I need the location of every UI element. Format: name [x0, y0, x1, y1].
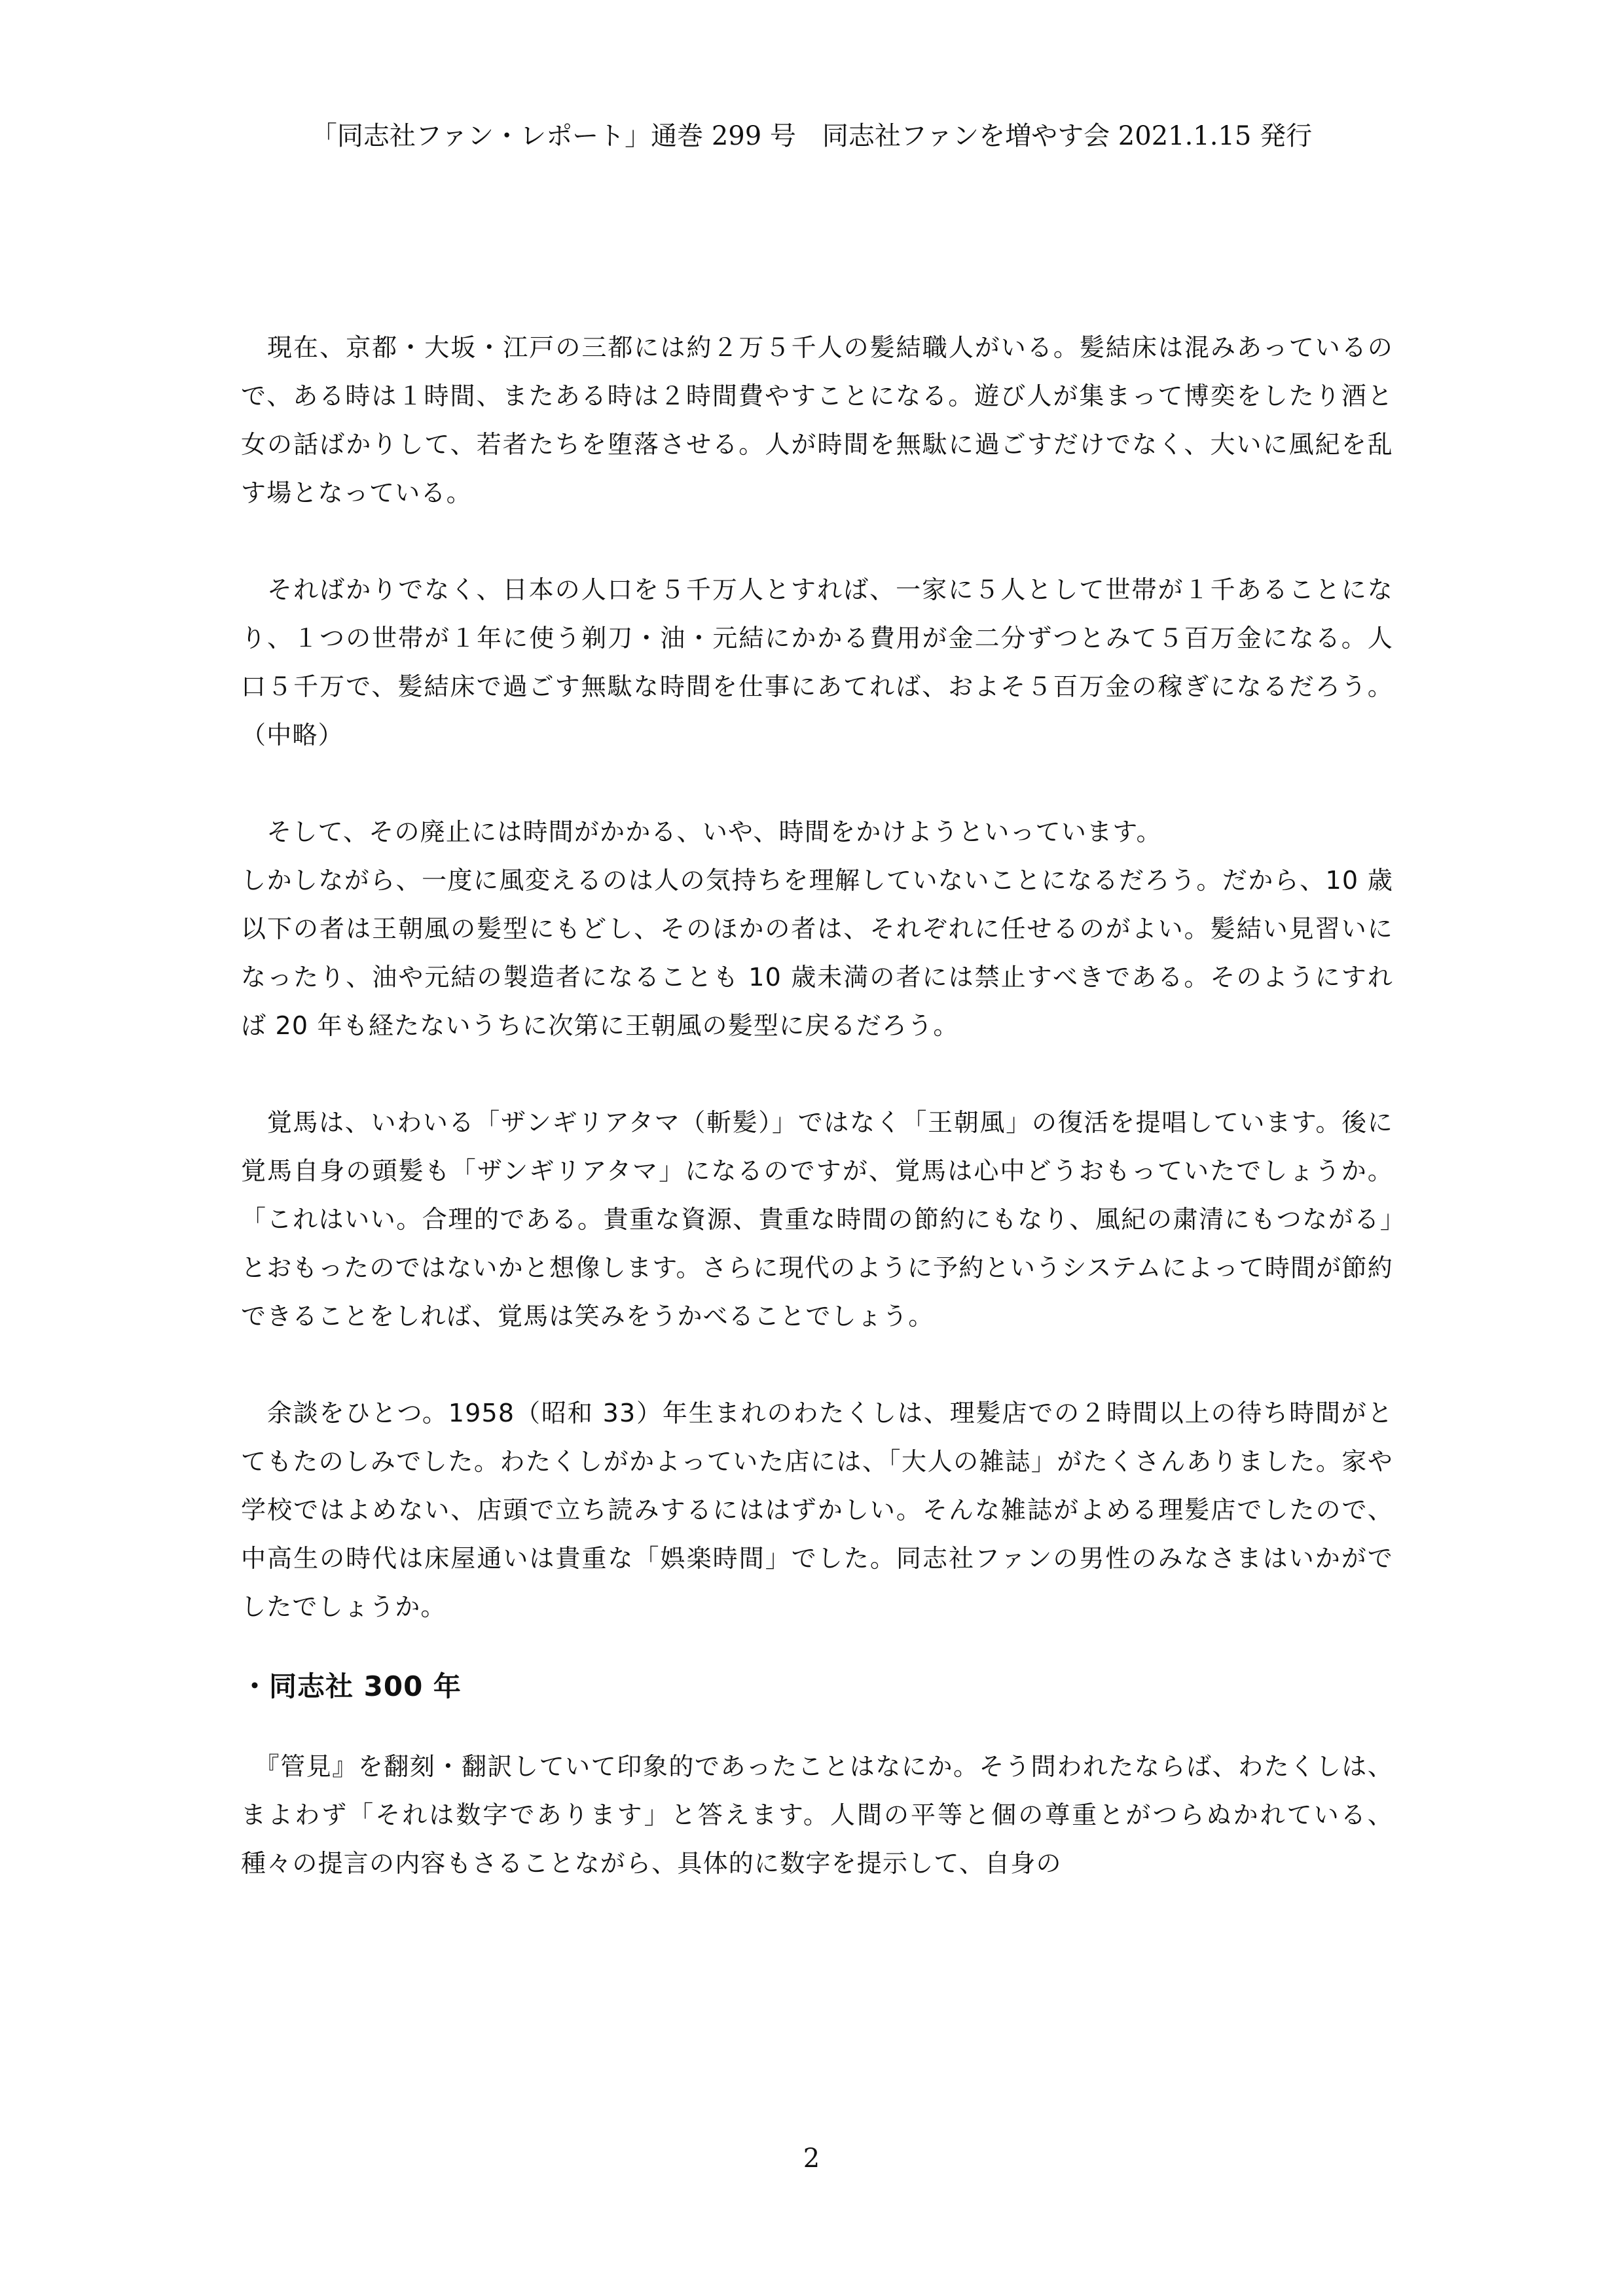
section-gap: [241, 1711, 1393, 1742]
paragraph-gap: [241, 1340, 1393, 1389]
paragraph-gradual-change: しかしながら、一度に風変えるのは人の気持ちを理解していないことになるだろう。だから、10 歳以下の者は王朝風の髪型にもどし、そのほかの者は、それぞれに任せるのがよい。髪結い見習いになったり、油や元結の製造者になることも 10 歳未満の者には禁止すべきである。そのようにすれば 20 年も経たないうちに次第に王朝風の髪型に戻るだろう。: [241, 866, 1393, 1040]
paragraph-abolition-time: そして、その廃止には時間がかかる、いや、時間をかけようといっています。: [241, 817, 1162, 846]
section-heading: ・同志社 300 年: [241, 1670, 462, 1702]
page-number: 2: [803, 2144, 820, 2174]
paragraph-kanken-numbers: 『管見』を翻刻・翻訳していて印象的であったことはなにか。そう問われたならば、わたくしは、まよわず「それは数字であります」と答えます。人間の平等と個の尊重とがつらぬかれている、種々の提言の内容もさることながら、具体的に数字を提示して、自身の: [241, 1752, 1393, 1878]
page-header: 「同志社ファン・レポート」通巻 299 号 同志社ファンを増やす会 2021.1.15 発行: [310, 121, 1313, 151]
paragraph-gap: [241, 517, 1393, 565]
paragraph-kakuma-thoughts: 覚馬は、いわいる「ザンギリアタマ（斬髪）」ではなく「王朝風」の復活を提唱しています。後に覚馬自身の頭髪も「ザンギリアタマ」になるのですが、覚馬は心中どうおもっていたでしょうか。「これはいい。合理的である。貴重な資源、貴重な時間の節約にもなり、風紀の粛清にもつながる」とおもったのではないかと想像します。さらに現代のように予約というシステムによって時間が節約できることをしれば、覚馬は笑みをうかべることでしょう。: [241, 1108, 1393, 1331]
paragraph-hair-dressers: 現在、京都・大坂・江戸の三都には約２万５千人の髪結職人がいる。髪結床は混みあっているので、ある時は１時間、またある時は２時間費やすことになる。遊び人が集まって博奕をしたり酒と女の話ばかりして、若者たちを堕落させる。人が時間を無駄に過ごすだけでなく、大いに風紀を乱す場となっている。: [241, 333, 1393, 507]
document-body: [241, 323, 1393, 1888]
paragraph-population-cost: そればかりでなく、日本の人口を５千万人とすれば、一家に５人として世帯が１千あることになり、１つの世帯が１年に使う剃刀・油・元結にかかる費用が金二分ずつとみて５百万金になる。人口５千万で、髪結床で過ごす無駄な時間を仕事にあてれば、およそ５百万金の稼ぎになるだろう。（中略）: [241, 575, 1393, 749]
paragraph-gap: [241, 1050, 1393, 1098]
paragraph-aside-barbershop: 余談をひとつ。1958（昭和 33）年生まれのわたくしは、理髪店での２時間以上の待ち時間がとてもたのしみでした。わたくしがかよっていた店には、「大人の雑誌」がたくさんありました。家や学校ではよめない、店頭で立ち読みするにははずかしい。そんな雑誌がよめる理髪店でしたので、中高生の時代は床屋通いは貴重な「娯楽時間」でした。同志社ファンの男性のみなさまはいかがでしたでしょうか。: [241, 1399, 1393, 1621]
section-gap: [241, 1631, 1393, 1662]
paragraph-gap: [241, 759, 1393, 808]
